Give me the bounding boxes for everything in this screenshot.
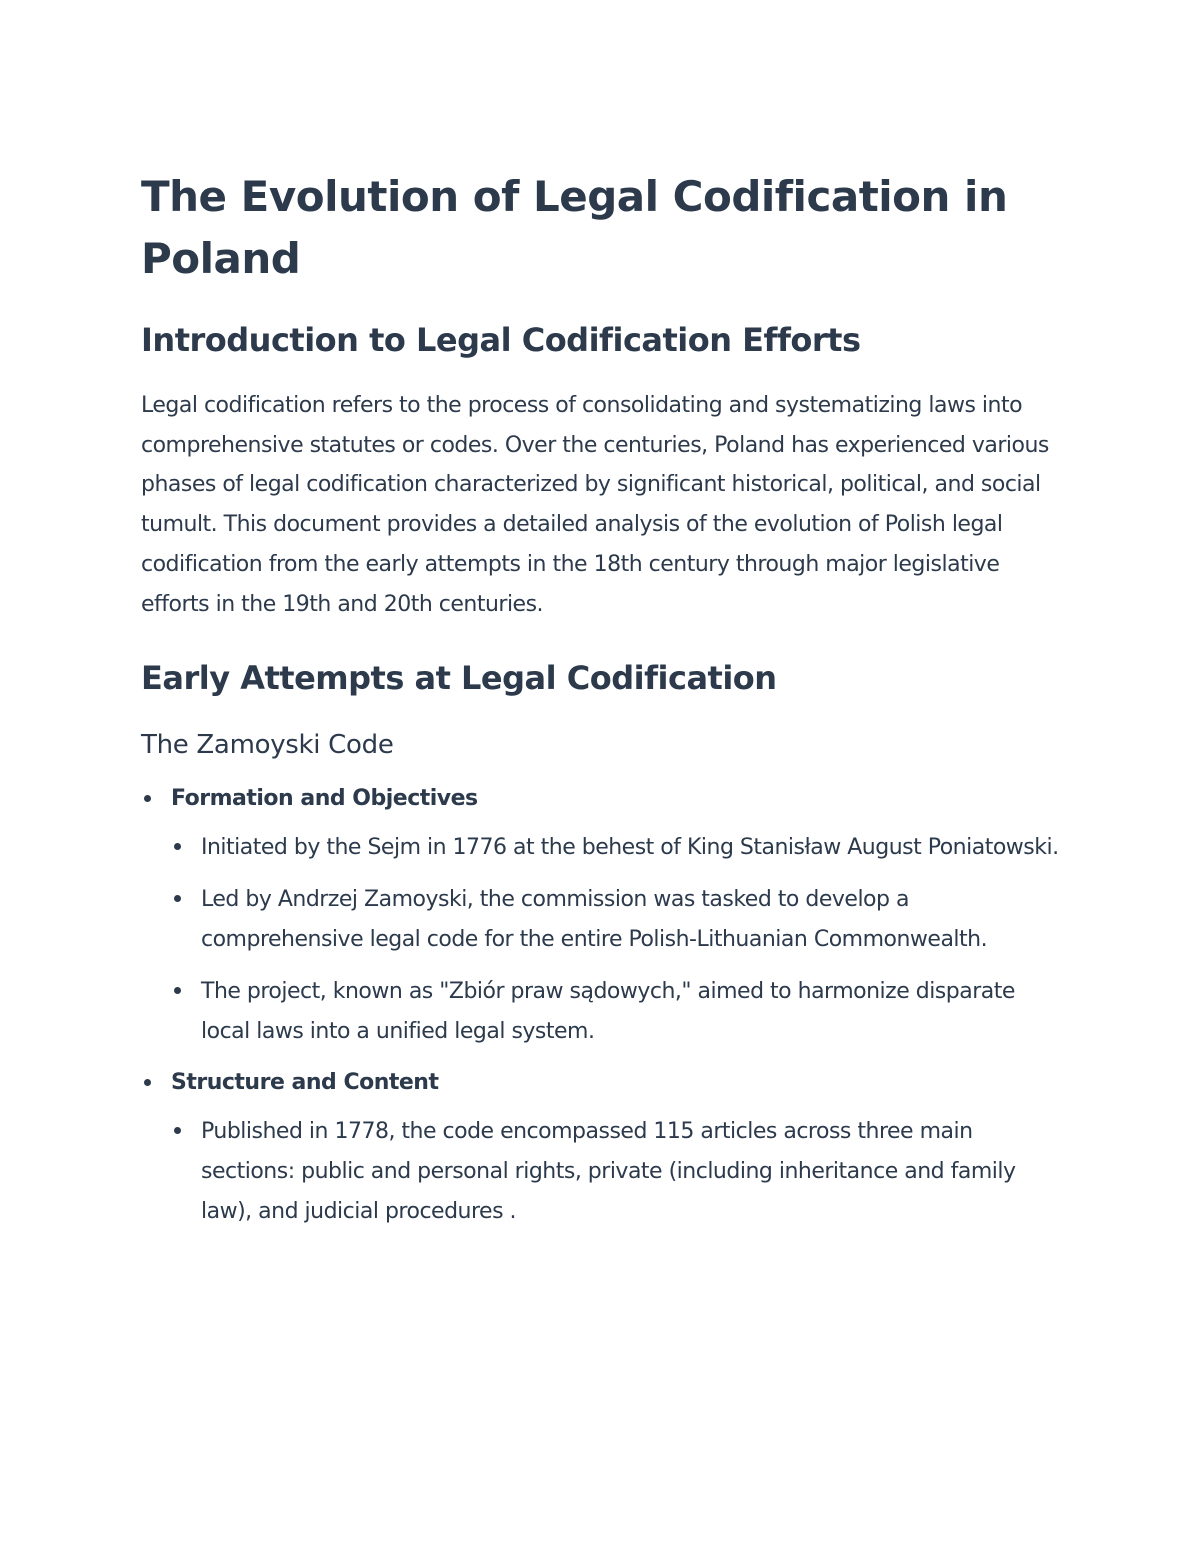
section-heading-introduction: Introduction to Legal Codification Efforts [141,321,861,359]
bullet-icon [144,1079,151,1086]
section-heading-early-attempts: Early Attempts at Legal Codification [141,659,777,698]
nested-list-item [171,828,1066,868]
list-item-label: Formation and Objectives [171,786,478,812]
bullet-icon [174,895,181,902]
bullet-icon [174,1127,181,1134]
nested-list [171,1112,1066,1232]
nested-list-item-text: The project, known as "Zbiór praw sądowych," aimed to harmonize disparate local laws into a unified legal system. [201,979,1015,1045]
zamoyski-code-outline [141,782,1066,1232]
introduction-paragraph: Legal codification refers to the process of consolidating and systematizing laws into comprehensive statutes or codes. Over the centuries, Poland has experienced various phases of legal codification characterized by significant historical, political, and social tumult. This document provides a detailed analysis of the evolution of Polish legal codification from the early attempts in the 18th century through major legislative efforts in the 19th and 20th centuries. [141,393,1049,617]
nested-list-item [171,972,1066,1052]
nested-list-item [171,880,1066,960]
nested-list-item-text: Published in 1778, the code encompassed 115 articles across three main sections: public and personal rights, private (including inheritance and family law), and judicial procedures . [201,1119,1016,1225]
nested-list-item [171,1112,1066,1232]
nested-list-item-text: Led by Andrzej Zamoyski, the commission was tasked to develop a comprehensive legal code for the entire Polish-Lithuanian Commonwealth. [201,887,988,953]
nested-list [171,828,1066,1052]
list-item [141,1066,1066,1232]
subsection-heading-zamoyski-code: The Zamoyski Code [141,730,394,761]
document-title: The Evolution of Legal Codification in Poland [141,172,1008,283]
bullet-icon [174,987,181,994]
document-page [141,166,1066,1232]
bullet-icon [174,843,181,850]
nested-list-item-text: Initiated by the Sejm in 1776 at the behest of King Stanisław August Poniatowski. [201,835,1059,861]
bullet-icon [144,795,151,802]
list-item [141,782,1066,1052]
list-item-label: Structure and Content [171,1070,439,1096]
